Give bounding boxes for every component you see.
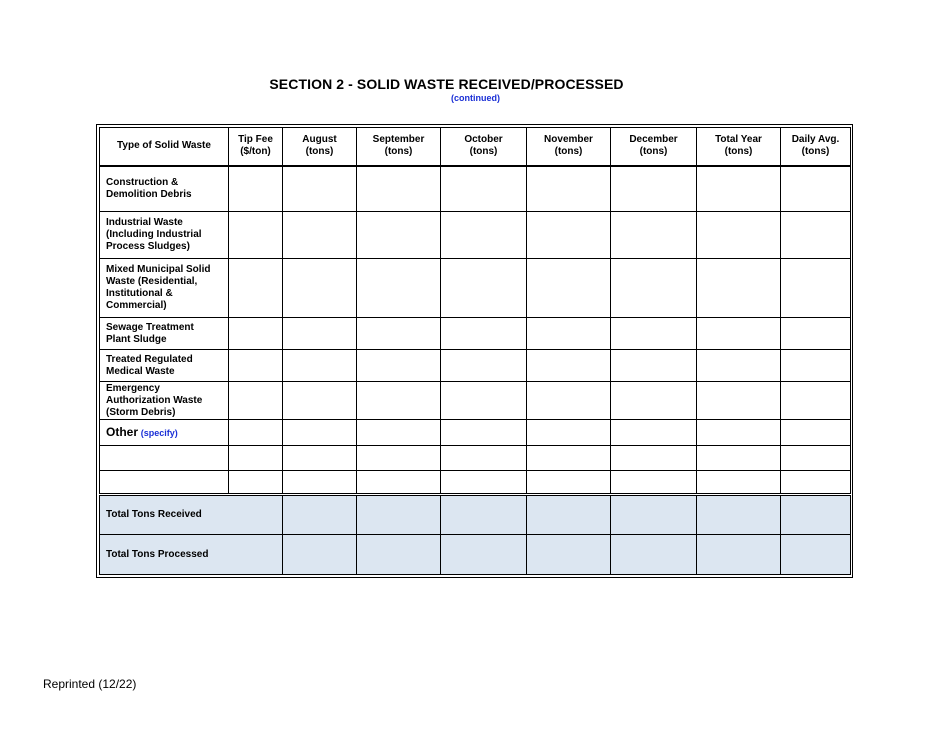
reprint-note: Reprinted (12/22) <box>43 677 137 691</box>
table-cell[interactable] <box>697 318 781 350</box>
table-cell[interactable] <box>527 495 611 535</box>
row-label-sewage: Sewage Treatment Plant Sludge <box>100 318 229 350</box>
table-cell[interactable] <box>441 420 527 446</box>
col-header-tip-fee: Tip Fee ($/ton) <box>229 128 283 166</box>
table-cell[interactable] <box>229 212 283 259</box>
table-cell[interactable] <box>527 350 611 382</box>
table-cell[interactable] <box>357 420 441 446</box>
table-cell[interactable] <box>527 318 611 350</box>
table-cell[interactable] <box>611 420 697 446</box>
table-cell[interactable] <box>697 446 781 471</box>
table-cell[interactable] <box>229 318 283 350</box>
table-cell[interactable] <box>611 471 697 495</box>
table-cell[interactable] <box>527 471 611 495</box>
col-header-december: December (tons) <box>611 128 697 166</box>
table-cell[interactable] <box>611 535 697 575</box>
table-cell[interactable] <box>441 318 527 350</box>
table-row-emergency <box>100 382 851 420</box>
table-cell[interactable] <box>357 350 441 382</box>
page-subtitle: (continued) <box>451 93 500 103</box>
table-cell[interactable] <box>781 350 851 382</box>
table-cell[interactable] <box>527 535 611 575</box>
table-row-blank <box>100 446 851 471</box>
table-cell[interactable] <box>611 166 697 212</box>
table-cell[interactable] <box>283 420 357 446</box>
table-cell[interactable] <box>527 212 611 259</box>
table-cell[interactable] <box>229 166 283 212</box>
table-cell[interactable] <box>781 166 851 212</box>
row-label-medical: Treated Regulated Medical Waste <box>100 350 229 382</box>
table-row-other <box>100 420 851 446</box>
table-cell[interactable] <box>611 259 697 318</box>
table-cell[interactable] <box>697 420 781 446</box>
total-processed-label: Total Tons Processed <box>100 535 283 575</box>
header-row <box>100 128 851 166</box>
table-cell[interactable] <box>781 420 851 446</box>
table-cell[interactable] <box>357 535 441 575</box>
table-cell[interactable] <box>283 318 357 350</box>
table-cell[interactable] <box>527 446 611 471</box>
table-row-construction <box>100 166 851 212</box>
table-cell[interactable] <box>697 495 781 535</box>
table-cell[interactable] <box>611 382 697 420</box>
table-cell[interactable] <box>527 259 611 318</box>
table-cell[interactable] <box>781 471 851 495</box>
table-cell[interactable] <box>441 495 527 535</box>
table-cell[interactable] <box>357 382 441 420</box>
table-cell[interactable] <box>100 471 229 495</box>
table-cell[interactable] <box>697 212 781 259</box>
table-cell[interactable] <box>781 495 851 535</box>
table-cell[interactable] <box>441 382 527 420</box>
table-cell[interactable] <box>229 350 283 382</box>
table-cell[interactable] <box>781 382 851 420</box>
row-label-mixed-municipal: Mixed Municipal Solid Waste (Residential, Institutional & Commercial) <box>100 259 229 318</box>
table-cell[interactable] <box>357 212 441 259</box>
col-header-september: September (tons) <box>357 128 441 166</box>
col-header-november: November (tons) <box>527 128 611 166</box>
table-cell[interactable] <box>229 382 283 420</box>
table-cell[interactable] <box>611 350 697 382</box>
table-cell[interactable] <box>527 382 611 420</box>
table-cell[interactable] <box>283 212 357 259</box>
table-cell[interactable] <box>283 471 357 495</box>
row-label-construction: Construction & Demolition Debris <box>100 166 229 212</box>
table-cell[interactable] <box>781 212 851 259</box>
row-label-industrial: Industrial Waste (Including Industrial Process Sludges) <box>100 212 229 259</box>
table-cell[interactable] <box>441 350 527 382</box>
table-cell[interactable] <box>697 259 781 318</box>
col-header-daily-avg: Daily Avg. (tons) <box>781 128 851 166</box>
table-cell[interactable] <box>357 259 441 318</box>
table-cell[interactable] <box>357 471 441 495</box>
table-cell[interactable] <box>441 471 527 495</box>
table-row-blank <box>100 471 851 495</box>
table-row-total-processed <box>100 535 851 575</box>
table-cell[interactable] <box>441 535 527 575</box>
table-cell[interactable] <box>697 350 781 382</box>
col-header-type: Type of Solid Waste <box>100 128 229 166</box>
table-cell[interactable] <box>781 259 851 318</box>
table-cell[interactable] <box>357 166 441 212</box>
col-header-october: October (tons) <box>441 128 527 166</box>
table-cell[interactable] <box>357 495 441 535</box>
table-cell[interactable] <box>441 166 527 212</box>
table-cell[interactable] <box>781 318 851 350</box>
table-cell[interactable] <box>611 212 697 259</box>
table-cell[interactable] <box>441 259 527 318</box>
row-label-other: Other (specify) <box>100 420 229 446</box>
table-cell[interactable] <box>229 420 283 446</box>
table-cell[interactable] <box>697 471 781 495</box>
table-cell[interactable] <box>357 446 441 471</box>
table-cell[interactable] <box>611 318 697 350</box>
table-cell[interactable] <box>697 166 781 212</box>
table-cell[interactable] <box>611 446 697 471</box>
table-cell[interactable] <box>283 446 357 471</box>
total-received-label: Total Tons Received <box>100 495 283 535</box>
table-row-total-received <box>100 495 851 535</box>
table-cell[interactable] <box>697 535 781 575</box>
table-cell[interactable] <box>527 420 611 446</box>
solid-waste-table <box>99 127 851 575</box>
table-cell[interactable] <box>283 495 357 535</box>
table-cell[interactable] <box>283 535 357 575</box>
row-label-emergency: Emergency Authorization Waste (Storm Debris) <box>100 382 229 420</box>
table-cell[interactable] <box>283 350 357 382</box>
col-header-total-year: Total Year (tons) <box>697 128 781 166</box>
table-cell[interactable] <box>229 471 283 495</box>
table-cell[interactable] <box>229 446 283 471</box>
table-cell[interactable] <box>229 259 283 318</box>
table-cell[interactable] <box>357 318 441 350</box>
page-title: SECTION 2 - SOLID WASTE RECEIVED/PROCESSED <box>269 76 624 92</box>
table-row-industrial <box>100 212 851 259</box>
table-cell[interactable] <box>697 382 781 420</box>
table-row-medical <box>100 350 851 382</box>
table-cell[interactable] <box>781 446 851 471</box>
table-cell[interactable] <box>441 446 527 471</box>
table-cell[interactable] <box>781 535 851 575</box>
table-cell[interactable] <box>441 212 527 259</box>
col-header-august: August (tons) <box>283 128 357 166</box>
solid-waste-table-frame <box>96 124 853 578</box>
table-cell[interactable] <box>527 166 611 212</box>
table-cell[interactable] <box>283 259 357 318</box>
table-row-sewage <box>100 318 851 350</box>
table-cell[interactable] <box>283 166 357 212</box>
table-row-mixed-municipal <box>100 259 851 318</box>
table-cell[interactable] <box>283 382 357 420</box>
table-cell[interactable] <box>100 446 229 471</box>
table-cell[interactable] <box>611 495 697 535</box>
